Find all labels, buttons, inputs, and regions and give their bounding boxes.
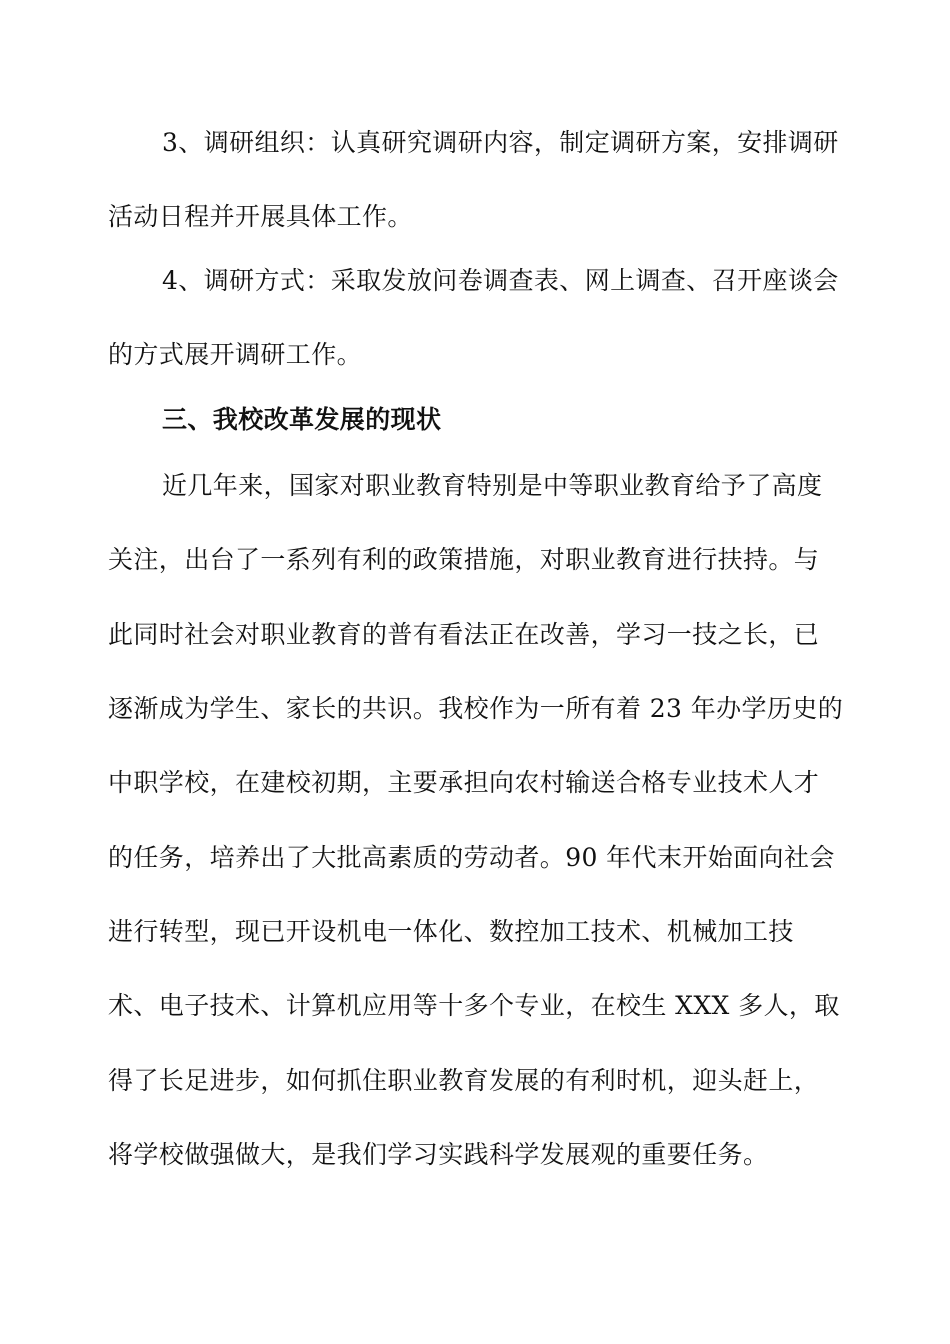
paragraph-line: 中职学校，在建校初期，主要承担向农村输送合格专业技术人才 <box>108 768 820 797</box>
section-heading: 三、我校改革发展的现状 <box>162 405 442 434</box>
paragraph-line: 活动日程并开展具体工作。 <box>108 202 413 231</box>
paragraph-line: 此同时社会对职业教育的普有看法正在改善，学习一技之长，已 <box>108 620 820 649</box>
paragraph-line: 3、调研组织：认真研究调研内容，制定调研方案，安排调研 <box>162 128 839 157</box>
paragraph-line: 的任务，培养出了大批高素质的劳动者。90 年代末开始面向社会 <box>108 843 835 872</box>
paragraph-line: 将学校做强做大，是我们学习实践科学发展观的重要任务。 <box>108 1140 769 1169</box>
paragraph-line: 关注，出台了一系列有利的政策措施，对职业教育进行扶持。与 <box>108 545 820 574</box>
paragraph-line: 术、电子技术、计算机应用等十多个专业，在校生 XXX 多人，取 <box>108 991 840 1020</box>
paragraph-line: 的方式展开调研工作。 <box>108 340 363 369</box>
paragraph-line: 4、调研方式：采取发放问卷调查表、网上调查、召开座谈会 <box>162 266 839 295</box>
paragraph-line: 逐渐成为学生、家长的共识。我校作为一所有着 23 年办学历史的 <box>108 694 844 723</box>
paragraph-line: 得了长足进步，如何抓住职业教育发展的有利时机，迎头赶上， <box>108 1066 820 1095</box>
paragraph-line: 近几年来，国家对职业教育特别是中等职业教育给予了高度 <box>162 471 823 500</box>
paragraph-line: 进行转型，现已开设机电一体化、数控加工技术、机械加工技 <box>108 917 794 946</box>
